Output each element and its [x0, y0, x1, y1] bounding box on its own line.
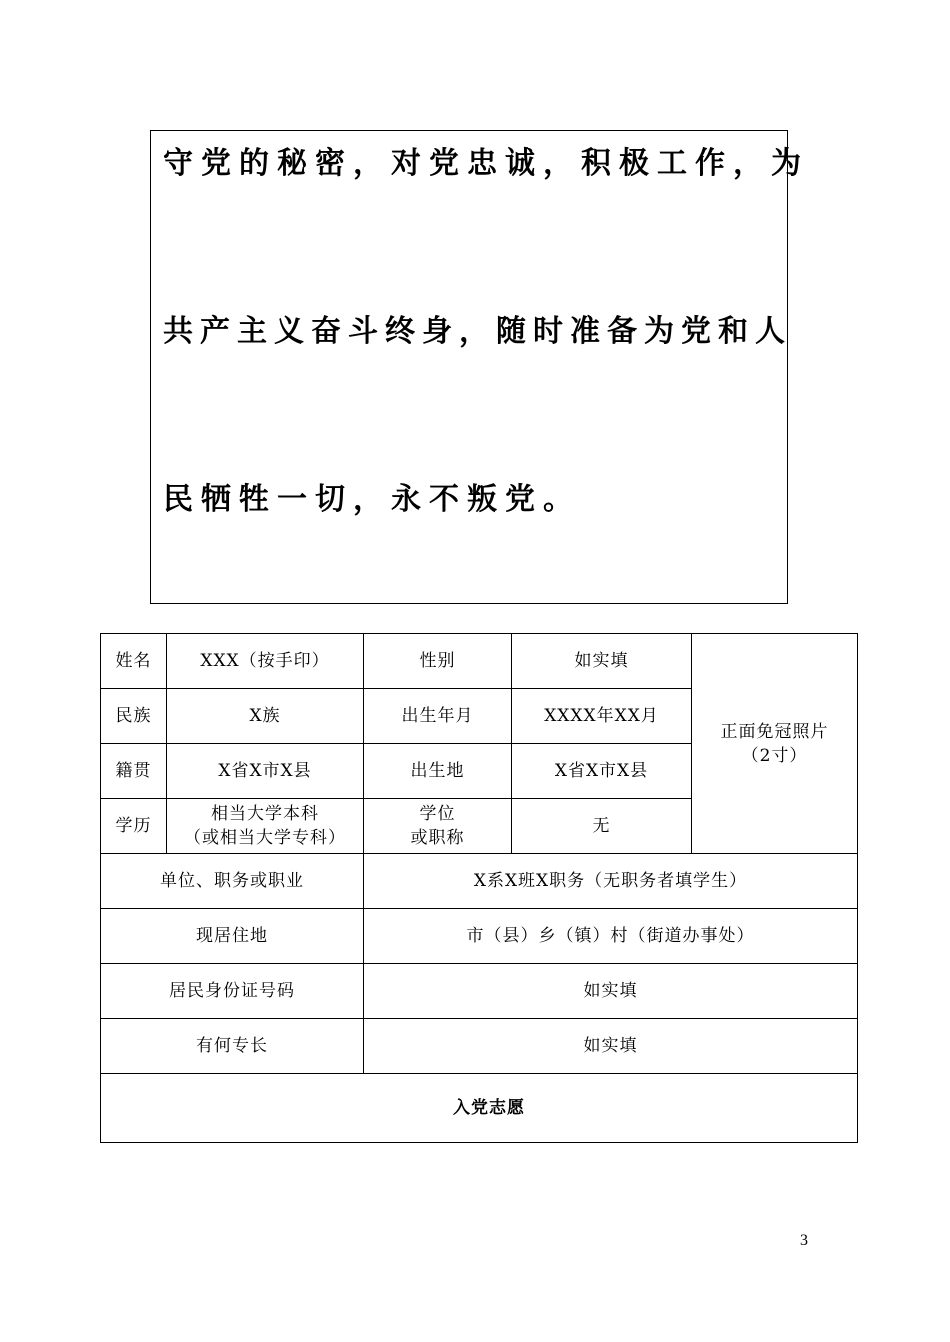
degree-label	[364, 799, 512, 854]
oath-text-box	[150, 130, 809, 604]
photo-cell	[692, 634, 858, 854]
name-value: XXX（按手印）	[167, 634, 364, 689]
education-label: 学历	[101, 799, 167, 854]
birth-date-label: 出生年月	[364, 689, 512, 744]
oath-line-3: 民牺牲一切，永不叛党。	[163, 482, 581, 517]
photo-label: 正面免冠照片	[720, 721, 829, 742]
birthplace-label: 出生地	[364, 744, 512, 799]
id-number-value: 如实填	[364, 964, 858, 1019]
birthplace-value: X省X市X县	[512, 744, 692, 799]
unit-label: 单位、职务或职业	[101, 854, 364, 909]
ethnicity-label: 民族	[101, 689, 167, 744]
birth-date-value: XXXX年XX月	[512, 689, 692, 744]
gender-value: 如实填	[512, 634, 692, 689]
photo-size: （2寸）	[741, 745, 808, 766]
address-value: 市（县）乡（镇）村（街道办事处）	[364, 909, 858, 964]
unit-value: X系X班X职务（无职务者填学生）	[364, 854, 858, 909]
education-line-1: 相当大学本科	[211, 804, 319, 824]
ethnicity-value: X族	[167, 689, 364, 744]
degree-label-line-2: 或职称	[410, 828, 465, 848]
oath-line-1: 守党的秘密，对党忠诚，积极工作，为	[163, 146, 809, 181]
address-label: 现居住地	[101, 909, 364, 964]
skills-label: 有何专长	[101, 1019, 364, 1074]
education-line-2: （或相当大学专科）	[184, 828, 346, 848]
page-number: 3	[800, 1232, 808, 1249]
section-title: 入党志愿	[101, 1074, 858, 1143]
id-number-label: 居民身份证号码	[101, 964, 364, 1019]
native-place-label: 籍贯	[101, 744, 167, 799]
degree-value: 无	[512, 799, 692, 854]
education-value	[167, 799, 364, 854]
skills-value: 如实填	[364, 1019, 858, 1074]
oath-line-2: 共产主义奋斗终身，随时准备为党和人	[163, 314, 792, 349]
native-place-value: X省X市X县	[167, 744, 364, 799]
name-label: 姓名	[101, 634, 167, 689]
gender-label: 性别	[364, 634, 512, 689]
applicant-info-table	[100, 633, 858, 1143]
degree-label-line-1: 学位	[419, 804, 456, 824]
